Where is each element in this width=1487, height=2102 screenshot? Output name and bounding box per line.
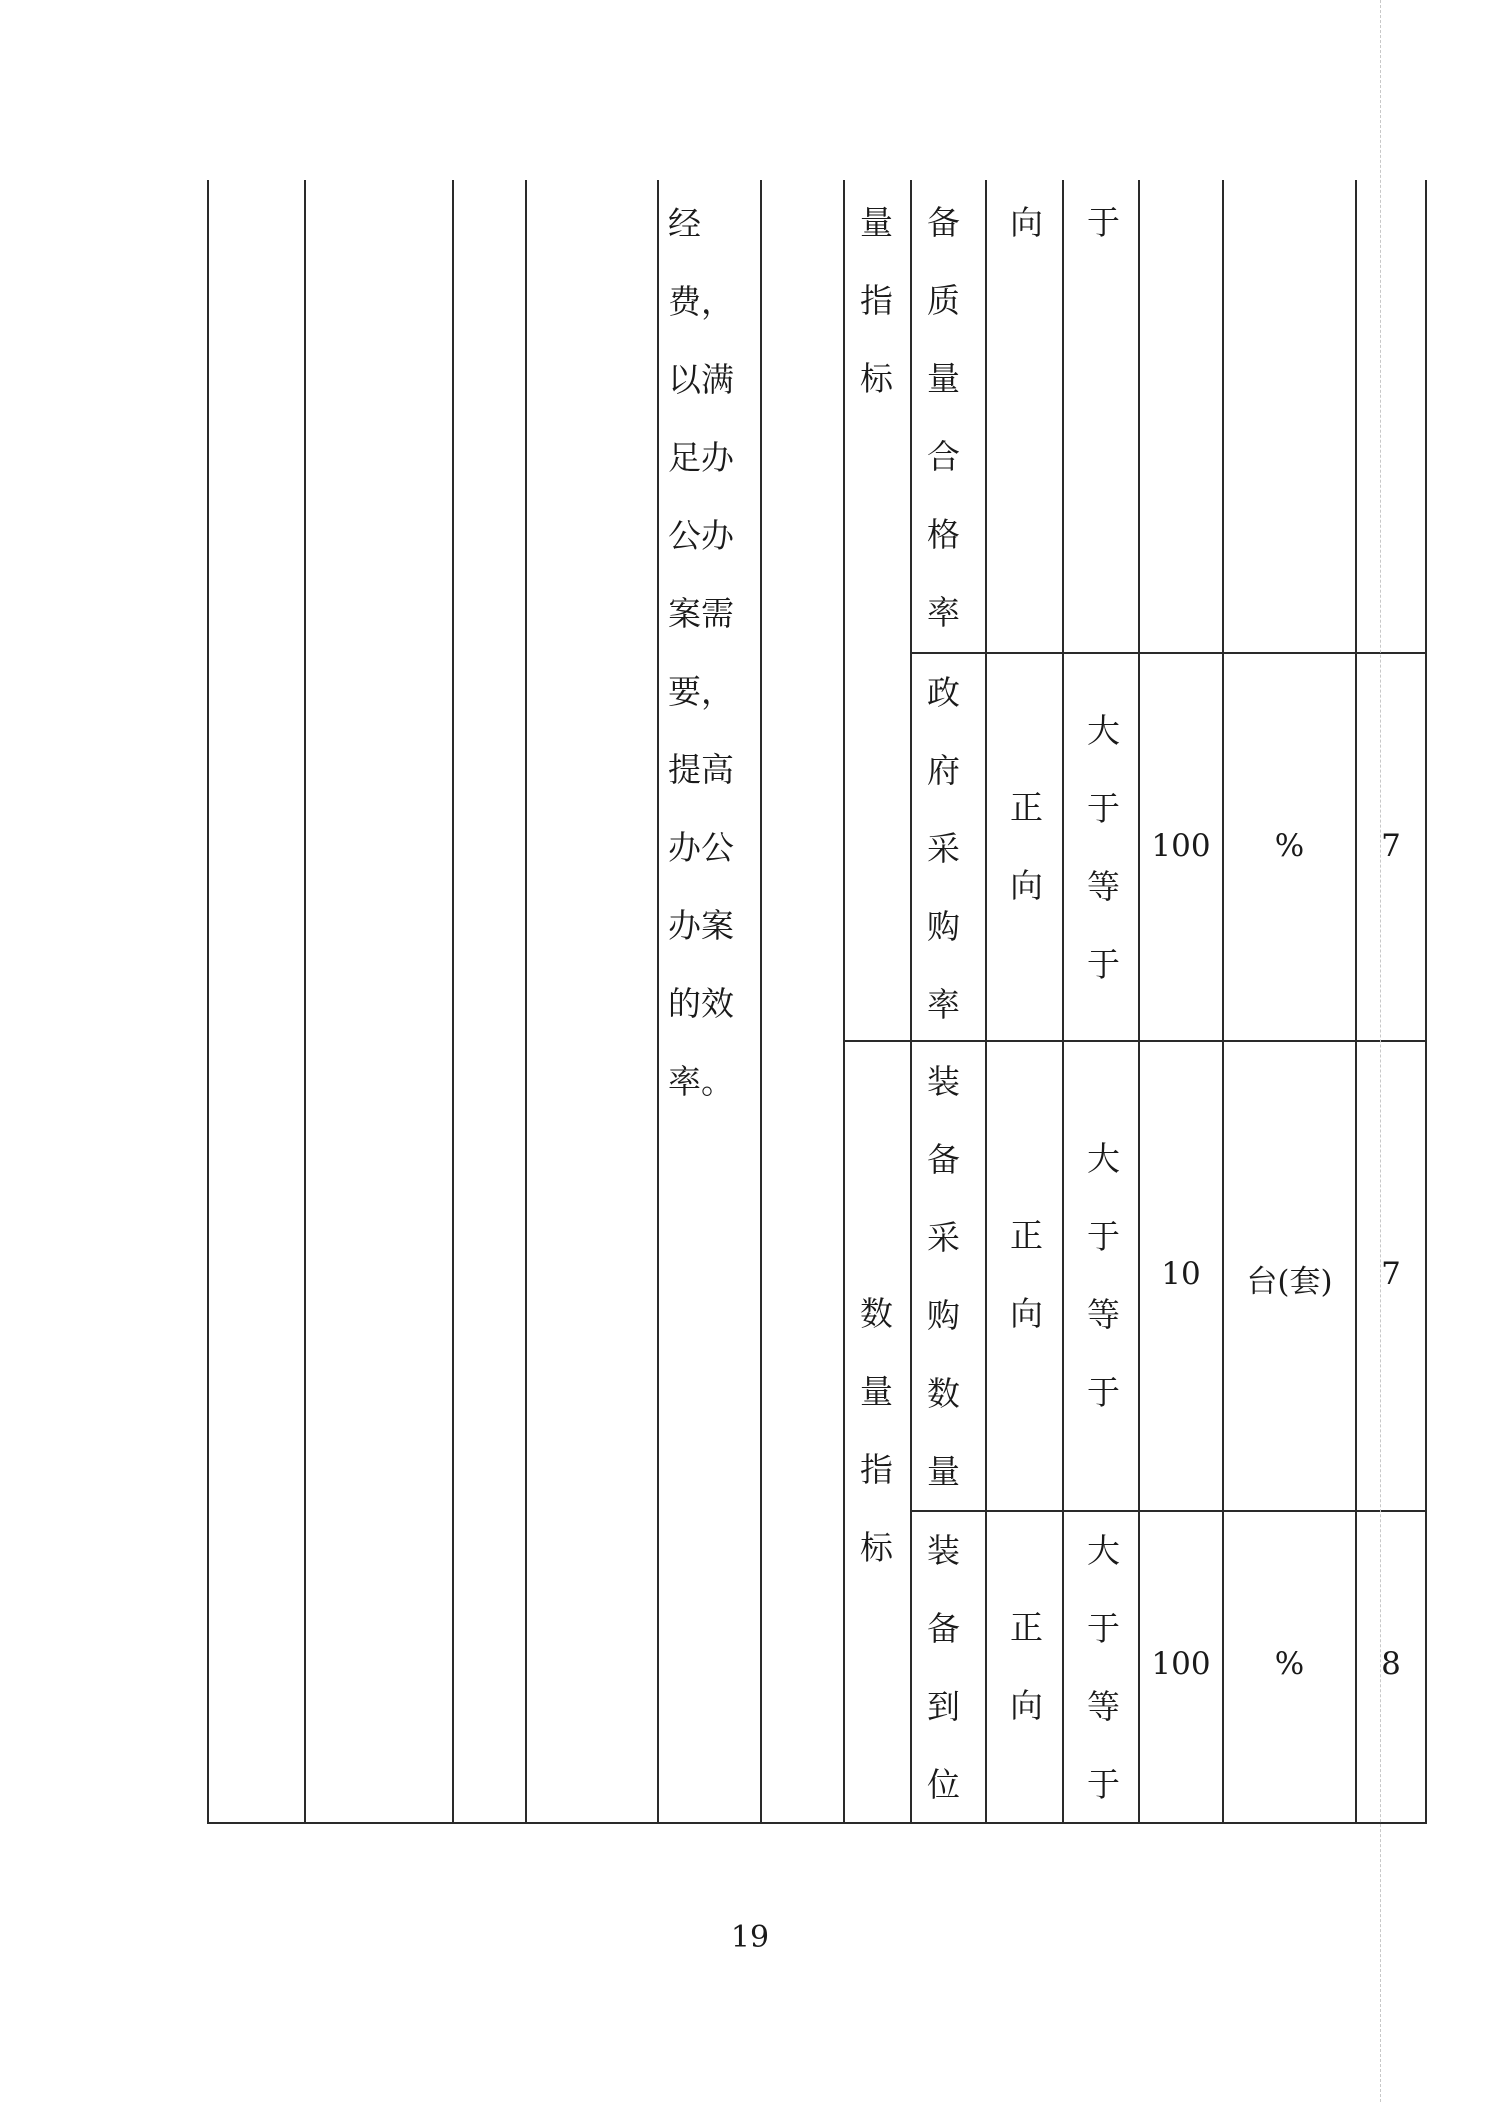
quality-indicator-label: 量指标 xyxy=(855,205,894,439)
operator-cell: 于 xyxy=(1082,205,1121,283)
direction-cell: 正向 xyxy=(1005,1610,1044,1766)
table-col-line xyxy=(1138,180,1140,1822)
table-col-line xyxy=(1355,180,1357,1822)
direction-cell: 向 xyxy=(1005,205,1044,283)
scan-edge xyxy=(1380,0,1381,2102)
table-col-line xyxy=(1222,180,1224,1822)
row-divider xyxy=(910,652,1427,654)
operator-cell: 大于等于 xyxy=(1082,1141,1121,1453)
table-col-line xyxy=(843,180,845,1822)
score-cell: 7 xyxy=(1381,828,1401,864)
target-value-cell: 100 xyxy=(1151,1646,1211,1682)
direction-cell: 正向 xyxy=(1005,790,1044,946)
unit-cell: % xyxy=(1274,828,1305,864)
row-divider xyxy=(910,1510,1427,1512)
operator-cell: 大于等于 xyxy=(1082,713,1121,1025)
equipment-quantity-indicator: 装备采购数量 xyxy=(922,1064,961,1532)
quality-pass-rate-indicator: 备质量合格率 xyxy=(922,205,961,673)
score-cell: 7 xyxy=(1381,1256,1401,1292)
table-col-line xyxy=(910,180,912,1822)
table-col-line xyxy=(525,180,527,1822)
table-col-line xyxy=(1062,180,1064,1822)
quantity-indicator-label: 数量指标 xyxy=(855,1296,894,1608)
operator-cell: 大于等于 xyxy=(1082,1533,1121,1845)
equipment-arrival-indicator: 装备到位 xyxy=(922,1533,961,1845)
table-col-line xyxy=(760,180,762,1822)
table-border-left xyxy=(207,180,209,1822)
unit-cell: 台(套) xyxy=(1246,1264,1333,1300)
target-value-cell: 10 xyxy=(1161,1256,1201,1292)
target-value-cell: 100 xyxy=(1151,828,1211,864)
table-col-line xyxy=(657,180,659,1822)
performance-objective-text: 经费，以满足办公办案需要，提高办公办案的效率。 xyxy=(668,204,734,1101)
direction-cell: 正向 xyxy=(1005,1218,1044,1374)
table-col-line xyxy=(304,180,306,1822)
table-col-line xyxy=(985,180,987,1822)
page-number: 19 xyxy=(730,1920,770,1955)
table-border-bottom xyxy=(207,1822,1427,1824)
score-cell: 8 xyxy=(1381,1646,1401,1682)
unit-cell: % xyxy=(1274,1646,1305,1682)
gov-procurement-indicator: 政府采购率 xyxy=(922,675,961,1065)
table-border-right xyxy=(1425,180,1427,1822)
table-col-line xyxy=(452,180,454,1822)
